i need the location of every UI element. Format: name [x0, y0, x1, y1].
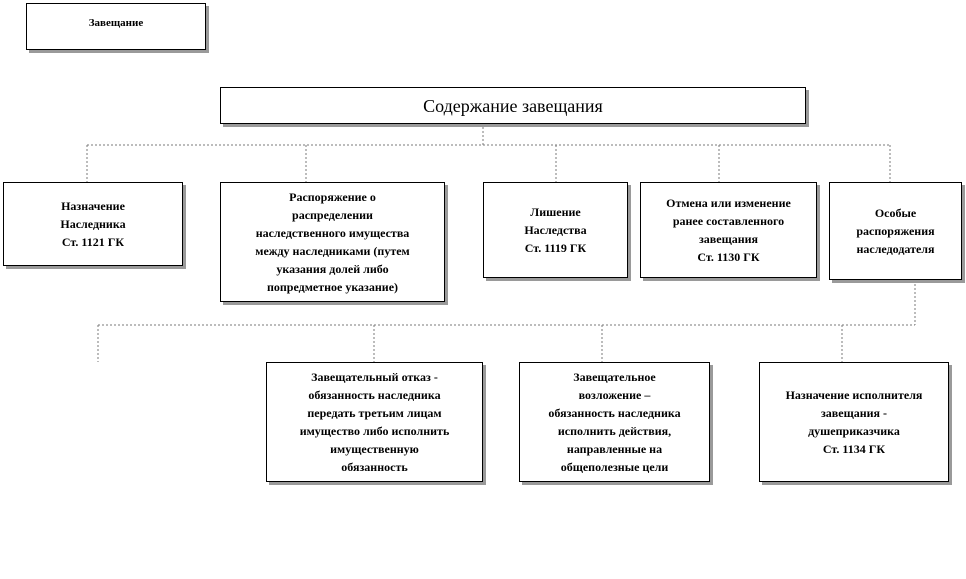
- node-line: завещания: [698, 232, 759, 246]
- node-line: Наследника: [60, 217, 126, 231]
- node-line: между наследниками (путем: [255, 244, 410, 258]
- node-line: обязанность наследника: [548, 406, 681, 420]
- will-header-label: Завещание: [88, 17, 144, 29]
- node-line: Ст. 1119 ГК: [524, 241, 587, 255]
- node-line: Отмена или изменение: [666, 196, 791, 210]
- node-line: Назначение: [61, 199, 125, 213]
- node-heir-appointment-text: [60, 197, 125, 251]
- node-line: имущественную: [330, 442, 419, 456]
- node-line: попредметное указание): [266, 280, 399, 294]
- node-line: направленные на: [566, 442, 663, 456]
- node-line: обязанность наследника: [308, 388, 441, 402]
- node-estate-distribution-text: [255, 188, 409, 296]
- node-disinheritance: [483, 182, 628, 278]
- node-line: общеполезные цели: [560, 460, 669, 474]
- node-line: душеприказчика: [808, 424, 900, 438]
- node-testamentary-legacy: [266, 362, 483, 482]
- node-testamentary-charge: [519, 362, 710, 482]
- node-line: обязанность: [341, 460, 408, 474]
- root-box: [220, 87, 806, 124]
- node-line: Распоряжение о: [289, 190, 376, 204]
- node-will-revocation: [640, 182, 817, 278]
- node-heir-appointment: [3, 182, 183, 266]
- node-line: имущество либо исполнить: [299, 424, 450, 438]
- node-disinheritance-text: [524, 203, 586, 257]
- node-line: Ст. 1134 ГК: [822, 442, 886, 456]
- node-estate-distribution: [220, 182, 445, 302]
- node-special-orders-text: [856, 204, 934, 258]
- node-executor-appointment: [759, 362, 949, 482]
- node-line: Завещательный отказ -: [311, 370, 438, 384]
- node-line: Особые: [874, 206, 917, 220]
- node-will-revocation-text: [666, 194, 791, 266]
- node-line: Завещательное: [573, 370, 656, 384]
- node-line: Лишение: [530, 205, 581, 219]
- will-header-box: [26, 3, 206, 50]
- node-line: ранее составленного: [672, 214, 785, 228]
- node-line: наследодателя: [856, 242, 935, 256]
- node-line: завещания -: [820, 406, 888, 420]
- node-line: Назначение исполнителя: [785, 388, 923, 402]
- node-line: исполнить действия,: [557, 424, 672, 438]
- node-line: распределении: [292, 208, 373, 222]
- node-special-orders: [829, 182, 962, 280]
- node-line: Ст. 1121 ГК: [61, 235, 125, 249]
- node-line: Наследства: [524, 223, 587, 237]
- node-line: указания долей либо: [276, 262, 389, 276]
- node-line: возложение –: [578, 388, 651, 402]
- node-executor-appointment-text: [786, 386, 923, 458]
- node-line: Ст. 1130 ГК: [697, 250, 760, 264]
- node-line: наследственного имущества: [255, 226, 410, 240]
- root-label: Содержание завещания: [423, 95, 603, 116]
- node-testamentary-legacy-text: [300, 368, 450, 476]
- node-line: передать третьим лицам: [307, 406, 442, 420]
- node-testamentary-charge-text: [548, 368, 680, 476]
- node-line: распоряжения: [856, 224, 935, 238]
